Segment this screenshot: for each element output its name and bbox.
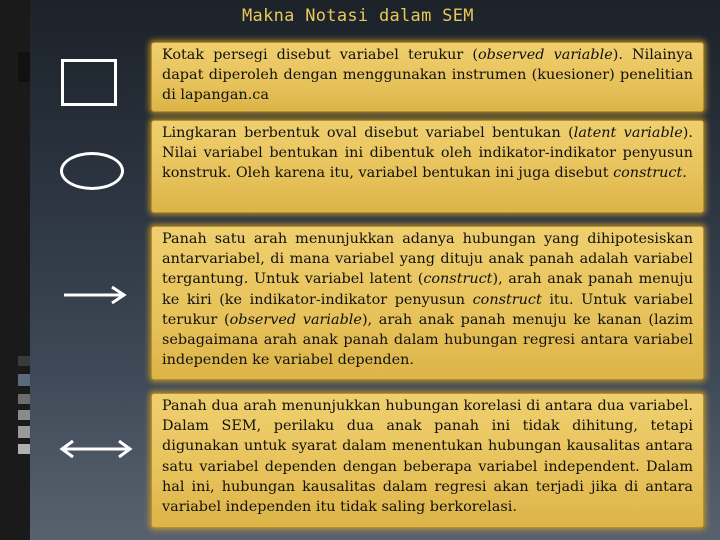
card-text [162,229,693,370]
card-text-italic: observed variable [477,47,613,63]
card-text-segment: itu. Untuk variabel terukur ( [162,291,693,328]
card-text [162,45,693,106]
card-text-italic: construct [613,165,683,182]
slide-title: Makna Notasi dalam SEM [242,6,474,26]
card-text-italic: construct [423,271,493,288]
card-text-segment: Kotak persegi disebut variabel terukur ( [162,47,478,63]
side-marker [18,426,30,438]
side-marker [18,374,30,386]
left-strip [0,0,30,540]
card-text-italic: observed variable [229,311,362,328]
card-text-segment: Panah satu arah menunjukkan adanya hubungan yang dihipotesiskan antarvariabel, di mana variabel yang dituju anak panah adalah variabel tergantung. Untuk variabel latent ( [162,231,693,288]
card-text [162,396,693,517]
notation-card-one-way-arrow [151,226,704,380]
card-text-segment: Lingkaran berbentuk oval disebut variabel bentukan ( [162,125,574,141]
notation-card-square [151,42,704,112]
side-marker [18,394,30,404]
card-text-segment: . [682,165,687,182]
card-text-italic: construct [472,291,542,308]
side-marker [18,356,30,366]
side-marker [18,410,30,420]
one-way-arrow-icon [62,284,128,306]
card-text-segment: ). Nilainya dapat diperoleh dengan menggunakan instrumen (kuesioner) penelitian di lapangan.ca [162,47,693,104]
two-way-arrow-icon [59,438,133,460]
card-text-segment: ). Nilai variabel bentukan ini dibentuk oleh indikator-indikator penyusun konstruk. Oleh karena itu, variabel bentukan ini juga disebut [162,125,693,182]
card-text-italic: latent variable [573,125,683,141]
card-text-segment: ), arah anak panah menuju ke kanan (lazim sebagaimana arah anak panah dalam hubungan regresi antara variabel independen ke variabel dependen. [162,311,693,369]
card-text [162,123,693,184]
side-marker [18,444,30,454]
notation-card-oval [151,120,704,213]
oval-symbol [60,152,124,190]
card-text-segment: ), arah anak panah menuju ke kiri (ke indikator-indikator penyusun [162,271,693,308]
notation-card-two-way-arrow [151,393,704,528]
side-marker [18,52,30,82]
card-text-segment: Panah dua arah menunjukkan hubungan korelasi di antara dua variabel. Dalam SEM, perilaku dua anak panah ini tidak dihitung, tetapi digunakan untuk syarat dalam menentukan hubungan kausalitas antara satu variabel dependen dengan beberapa variabel independent. Dalam hal ini, hubungan kausalitas dalam regresi akan terjadi jika di antara variabel independen itu tidak saling berkorelasi. [162,398,693,516]
square-symbol [61,59,117,106]
